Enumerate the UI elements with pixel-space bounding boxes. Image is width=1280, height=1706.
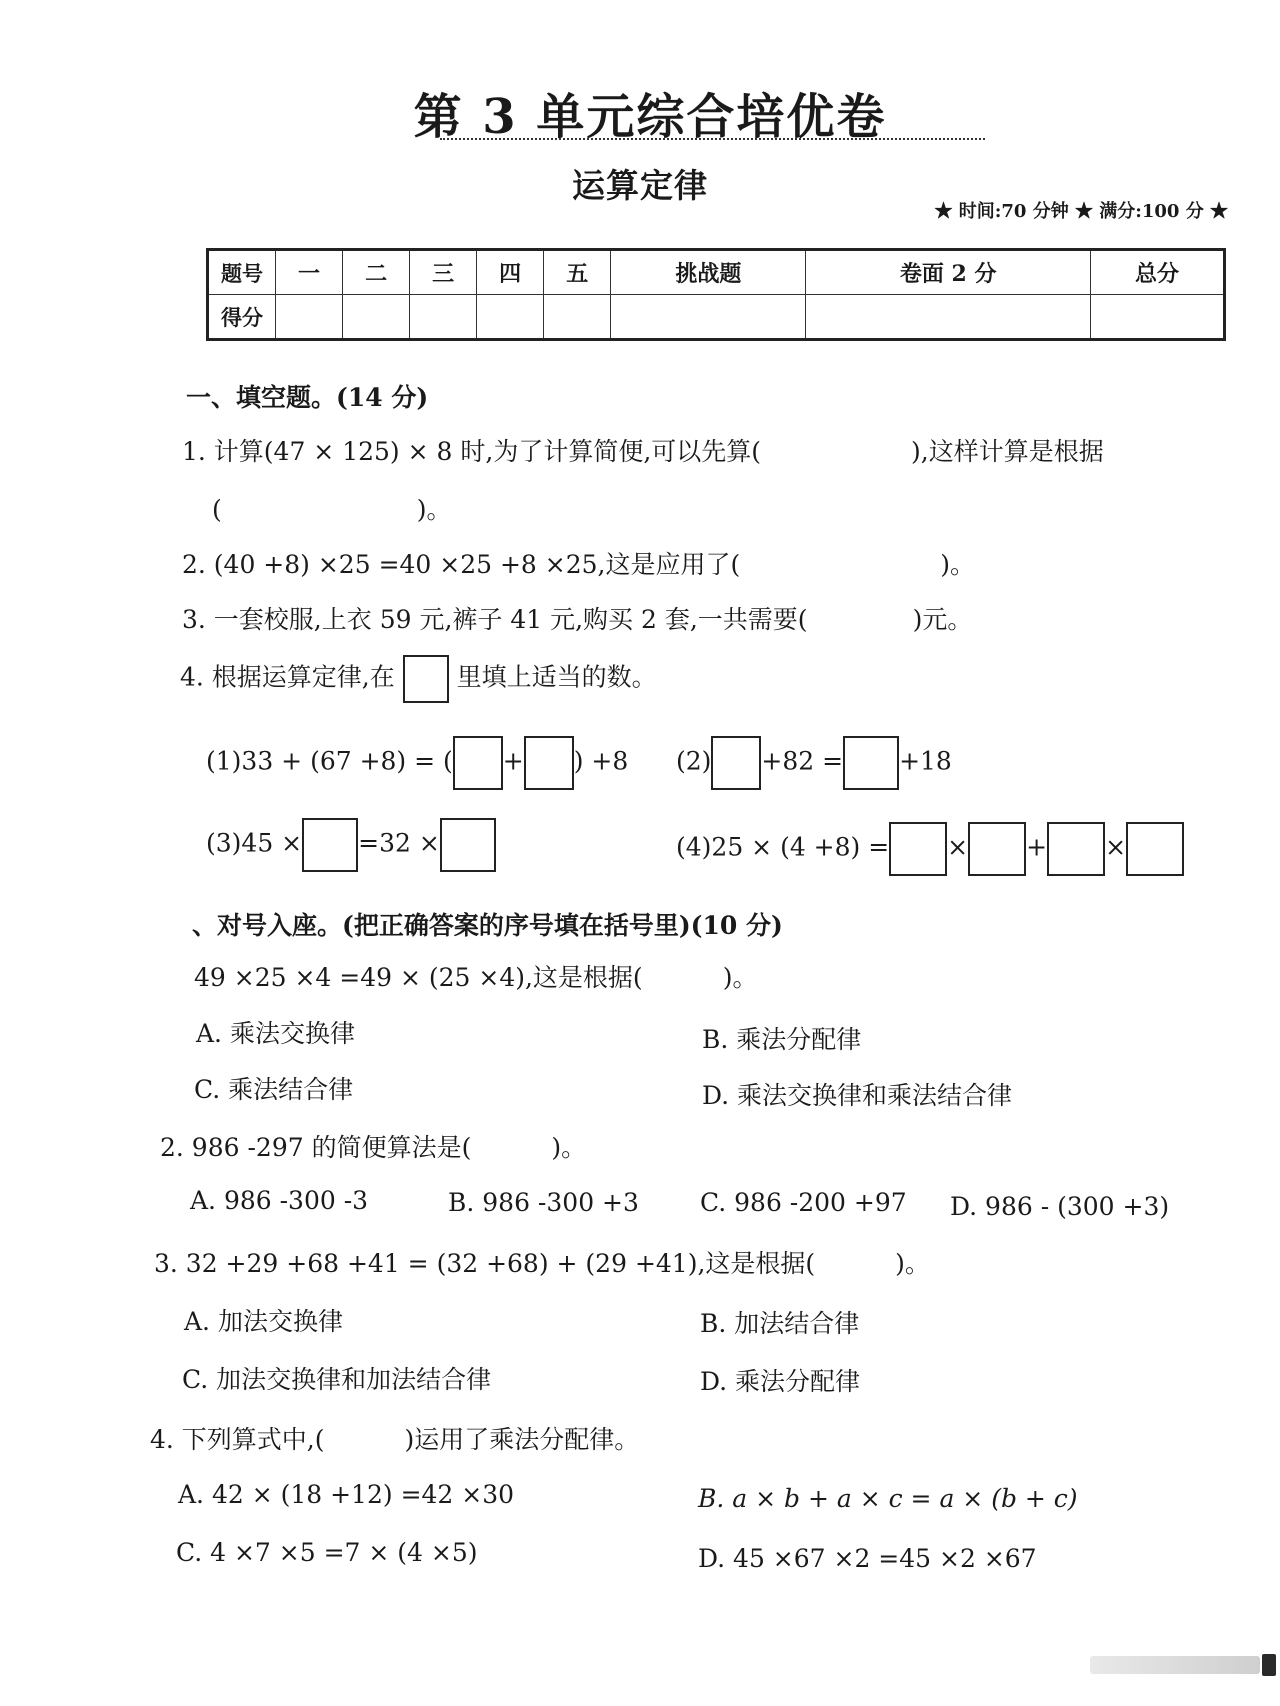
- s2-q2-text-b: )。: [551, 1133, 587, 1162]
- score-col-label: 题号: [208, 250, 276, 295]
- s2-q2-option-a: A. 986 -300 -3: [190, 1186, 369, 1215]
- score-cell[interactable]: [410, 295, 477, 340]
- answer-box[interactable]: [711, 736, 761, 790]
- s1-question-4: [180, 655, 657, 703]
- s1-q4-3-text-b: =32 ×: [358, 828, 440, 858]
- s2-q3-option-b: B. 加法结合律: [700, 1309, 860, 1338]
- s2-q1-option-b: B. 乘法分配律: [702, 1025, 862, 1054]
- s2-q2-option-b: B. 986 -300 +3: [448, 1188, 639, 1217]
- score-table-header-row: [208, 250, 1225, 295]
- s2-question-3: [154, 1244, 930, 1280]
- score-col-total: 总分: [1090, 250, 1224, 295]
- s2-q1-text-a: 49 ×25 ×4 =49 × (25 ×4),这是根据(: [194, 963, 643, 992]
- s2-q4-option-a: A. 42 × (18 +12) =42 ×30: [178, 1480, 515, 1509]
- s1-q4-part2: [676, 736, 952, 790]
- score-table-score-row: [208, 295, 1225, 340]
- s2-q2-text-a: 2. 986 -297 的简便算法是(: [160, 1133, 472, 1162]
- score-cell[interactable]: [477, 295, 544, 340]
- title-divider: [440, 138, 985, 140]
- s1-q4-3-text-a: (3)45 ×: [206, 828, 303, 858]
- score-col-challenge: 挑战题: [611, 250, 806, 295]
- answer-box[interactable]: [843, 736, 899, 790]
- score-col-1: 一: [276, 250, 343, 295]
- s1-question-1-line2: [212, 490, 452, 526]
- s1-q4-2-text-c: +18: [899, 746, 952, 776]
- s2-q3-option-c: C. 加法交换律和加法结合律: [182, 1365, 492, 1394]
- s2-q4-text-b: )运用了乘法分配律。: [404, 1425, 640, 1454]
- score-col-4: 四: [477, 250, 544, 295]
- s2-q4-option-c: C. 4 ×7 ×5 =7 × (4 ×5): [176, 1538, 478, 1567]
- s1-q4-1-text-c: ) +8: [573, 746, 629, 776]
- s2-q1-option-c: C. 乘法结合律: [194, 1075, 354, 1104]
- s1-q4-part4: [676, 822, 1184, 876]
- s2-q2-option-d: D. 986 - (300 +3): [950, 1192, 1170, 1221]
- scan-artifact-bar: [1090, 1656, 1260, 1674]
- s1-q4-2-text-b: +82 =: [761, 746, 844, 776]
- score-cell[interactable]: [276, 295, 343, 340]
- answer-box[interactable]: [524, 736, 574, 790]
- s1-question-1-line1: [182, 432, 1104, 468]
- s1-question-2: [182, 545, 975, 581]
- score-col-neatness: 卷面 2 分: [806, 250, 1090, 295]
- section2-heading: 、对号入座。(把正确答案的序号填在括号里)(10 分): [192, 911, 783, 940]
- score-cell[interactable]: [1090, 295, 1224, 340]
- answer-box[interactable]: [968, 822, 1026, 876]
- page-title: 第 3 单元综合培优卷: [413, 89, 887, 145]
- s2-q3-option-d: D. 乘法分配律: [700, 1367, 861, 1396]
- s2-q4-option-b: B. a × b + a × c = a × (b + c): [698, 1484, 1078, 1513]
- s1-q4-text-a: 4. 根据运算定律,在: [180, 662, 395, 692]
- s1-q4-4-times-2: ×: [1105, 832, 1127, 862]
- s2-q2-option-c: C. 986 -200 +97: [700, 1188, 907, 1217]
- section1-heading: 一、填空题。(14 分): [186, 383, 429, 412]
- s1-q4-4-text-a: (4)25 × (4 +8) =: [676, 832, 890, 862]
- s2-q3-text-a: 3. 32 +29 +68 +41 = (32 +68) + (29 +41),这是根据(: [154, 1249, 816, 1278]
- s2-q1-text-b: )。: [722, 963, 758, 992]
- score-table: [206, 248, 1226, 341]
- s1-question-3: [182, 600, 972, 636]
- exam-meta: ★ 时间:70 分钟 ★ 满分:100 分 ★: [934, 201, 1228, 222]
- s1-q4-4-times-1: ×: [947, 832, 969, 862]
- answer-box[interactable]: [453, 736, 503, 790]
- example-box: [403, 655, 449, 703]
- s1-q1-text-d: )。: [416, 495, 452, 524]
- s1-q3-text-b: )元。: [912, 605, 973, 634]
- s2-question-4: [150, 1420, 639, 1456]
- score-col-3: 三: [410, 250, 477, 295]
- s1-q4-part3: [206, 818, 496, 872]
- s2-question-2: [160, 1128, 586, 1164]
- s2-q3-option-a: A. 加法交换律: [184, 1307, 343, 1336]
- answer-box[interactable]: [1126, 822, 1184, 876]
- score-cell[interactable]: [806, 295, 1090, 340]
- score-col-2: 二: [343, 250, 410, 295]
- s2-q1-option-d: D. 乘法交换律和乘法结合律: [702, 1081, 1013, 1110]
- s2-q1-option-a: A. 乘法交换律: [196, 1019, 355, 1048]
- s1-q4-part1: [206, 736, 628, 790]
- s1-q4-1-plus: +: [502, 746, 524, 776]
- page-subtitle: 运算定律: [572, 166, 708, 205]
- s1-q3-text-a: 3. 一套校服,上衣 59 元,裤子 41 元,购买 2 套,一共需要(: [182, 605, 808, 634]
- score-cell[interactable]: [544, 295, 611, 340]
- score-row-label: 得分: [208, 295, 276, 340]
- s2-q4-option-d: D. 45 ×67 ×2 =45 ×2 ×67: [698, 1544, 1037, 1573]
- s1-q1-text-c: (: [212, 495, 222, 524]
- s2-q3-text-b: )。: [895, 1249, 930, 1278]
- answer-box[interactable]: [440, 818, 496, 872]
- s1-q4-1-text-a: (1)33 + (67 +8) = (: [206, 746, 453, 776]
- score-cell[interactable]: [343, 295, 410, 340]
- answer-box[interactable]: [1047, 822, 1105, 876]
- score-cell[interactable]: [611, 295, 806, 340]
- s2-question-1: [194, 958, 757, 994]
- s1-q4-text-b: 里填上适当的数。: [456, 662, 657, 692]
- score-col-5: 五: [544, 250, 611, 295]
- s1-q1-text-a: 1. 计算(47 × 125) × 8 时,为了计算简便,可以先算(: [182, 437, 762, 466]
- s1-q2-text-b: )。: [940, 550, 976, 579]
- scan-artifact-mark: [1262, 1654, 1276, 1676]
- answer-box[interactable]: [302, 818, 358, 872]
- s1-q4-4-plus: +: [1026, 832, 1048, 862]
- answer-box[interactable]: [889, 822, 947, 876]
- s2-q4-text-a: 4. 下列算式中,(: [150, 1425, 325, 1454]
- s1-q4-2-text-a: (2): [676, 746, 712, 776]
- s1-q2-text-a: 2. (40 +8) ×25 =40 ×25 +8 ×25,这是应用了(: [182, 550, 741, 579]
- s1-q1-text-b: ),这样计算是根据: [911, 437, 1104, 466]
